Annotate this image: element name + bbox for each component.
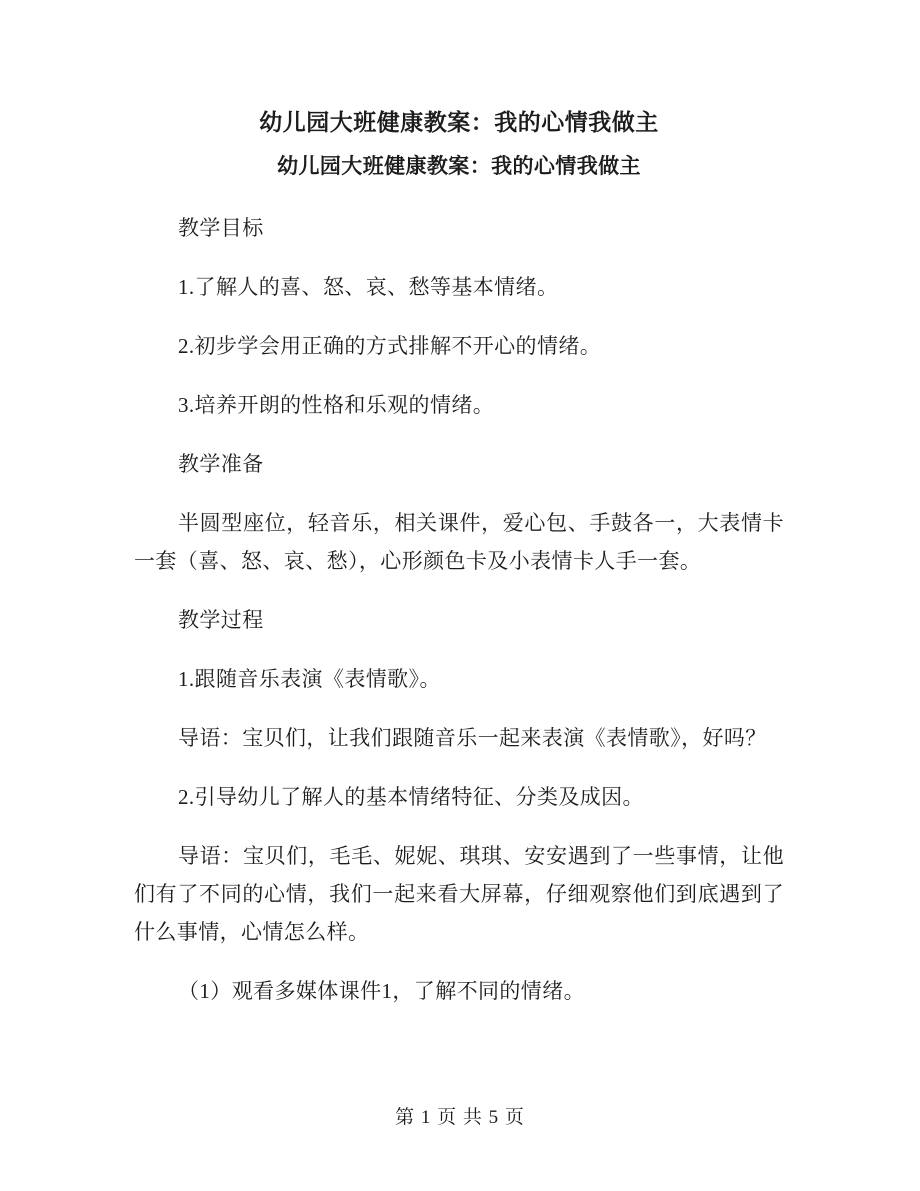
paragraph-step-2-lead-in: 导语：宝贝们，毛毛、妮妮、琪琪、安安遇到了一些事情，让他们有了不同的心情，我们一起来看大屏幕，仔细观察他们到底遇到了什么事情，心情怎么样。 (134, 844, 784, 944)
paragraph-process-step-1: 1.跟随音乐表演《表情歌》。 (178, 667, 441, 691)
paragraph-teaching-process-heading: 教学过程 (178, 608, 264, 632)
paragraph-teaching-preparation-heading: 教学准备 (178, 452, 264, 476)
paragraph-step-2-sub-1: （1）观看多媒体课件1，了解不同的情绪。 (178, 979, 585, 1003)
paragraph-goal-2: 2.初步学会用正确的方式排解不开心的情绪。 (178, 334, 602, 358)
document-title: 幼儿园大班健康教案：我的心情我做主 (259, 110, 659, 135)
paragraph-goal-3: 3.培养开朗的性格和乐观的情绪。 (178, 393, 495, 417)
paragraph-preparation-detail: 半圆型座位，轻音乐，相关课件，爱心包、手鼓各一，大表情卡一套（喜、怒、哀、愁），心形颜色卡及小表情卡人手一套。 (134, 511, 784, 573)
paragraph-goal-1: 1.了解人的喜、怒、哀、愁等基本情绪。 (178, 275, 559, 299)
page-number-footer: 第 1 页 共 5 页 (395, 1107, 525, 1128)
paragraph-process-step-2: 2.引导幼儿了解人的基本情绪特征、分类及成因。 (178, 785, 644, 809)
paragraph-step-1-lead-in: 导语：宝贝们，让我们跟随音乐一起来表演《表情歌》，好吗？ (178, 726, 767, 750)
document-subtitle: 幼儿园大班健康教案：我的心情我做主 (277, 154, 641, 178)
paragraph-teaching-goals-heading: 教学目标 (178, 216, 264, 240)
document-body (134, 209, 784, 1010)
